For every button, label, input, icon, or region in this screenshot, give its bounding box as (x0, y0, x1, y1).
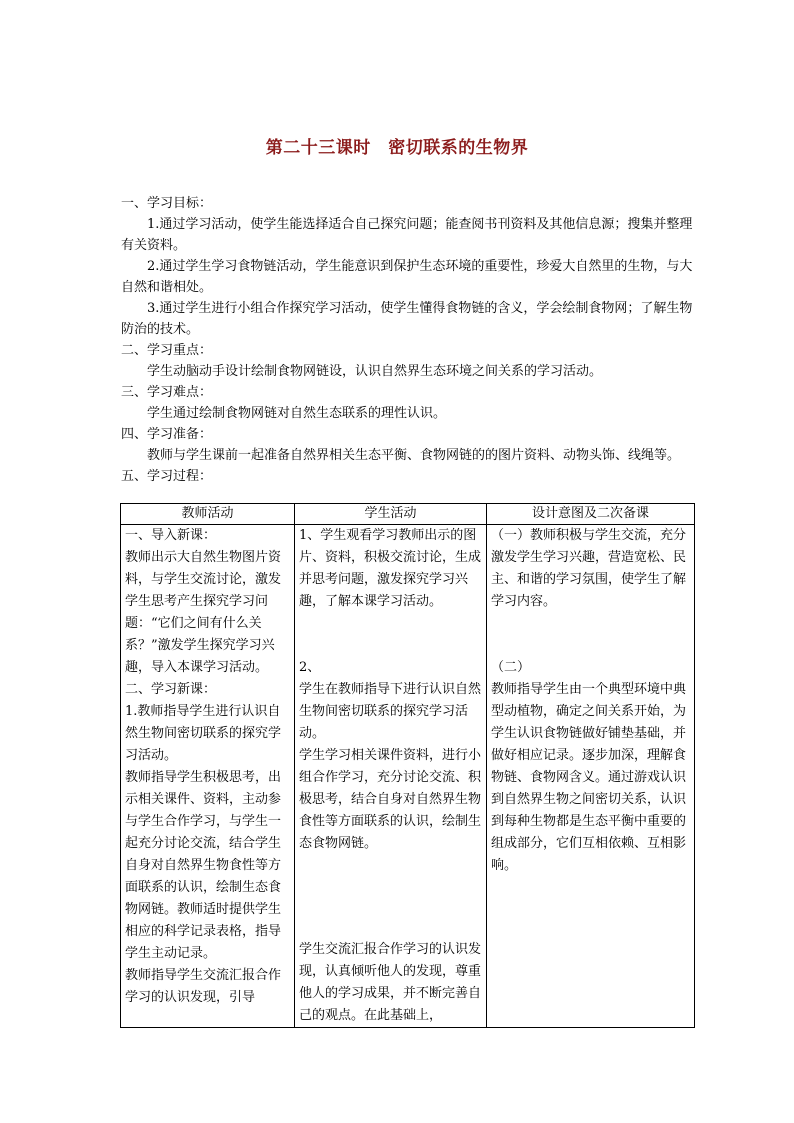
preparation-text: 教师与学生课前一起准备自然界相关生态平衡、食物网链的的图片资料、动物头饰、线绳等。 (147, 448, 681, 463)
page-title: 第二十三课时 密切联系的生物界 (265, 138, 529, 158)
student-line: 1、学生观看学习教师出示的图片、资料，积极交流讨论，生成并思考问题，激发探究学习兴趣，了解本课学习活动。 (299, 528, 482, 609)
table-header-row (121, 504, 695, 525)
teacher-line: 教师指导学生积极思考，出示相关课件、资料，主动参与学生合作学习，与学生一起充分讨论交流，结合学生自身对自然界生物食性等方面联系的认识，绘制生态食物网链。教师适时提供学生相应的科学记录表格，指导学生主动记录。 (125, 770, 282, 961)
design-line: （二） (491, 660, 531, 675)
student-line: 2、 (299, 660, 321, 675)
preparation-heading: 四、学习准备： (121, 427, 213, 442)
difficulties-heading: 三、学习难点： (121, 385, 213, 400)
column-header-student: 学生活动 (295, 504, 487, 525)
key-points-heading: 二、学习重点： (121, 343, 213, 358)
student-line: 学生交流汇报合作学习的认识发现，认真倾听他人的发现，尊重他人的学习成果，并不断完善自己的观点。在此基础上， (299, 942, 482, 1023)
design-line: （一）教师积极与学生交流，充分激发学生学习兴趣，营造宽松、民主、和谐的学习氛围，使学生了解学习内容。 (491, 528, 687, 609)
teacher-activity-cell (121, 525, 295, 1028)
design-intent-cell (487, 525, 695, 1028)
process-table (120, 503, 695, 1028)
objectives-heading: 一、学习目标： (121, 196, 213, 211)
teacher-line: 教师出示大自然生物图片资料，与学生交流讨论，激发学生思考产生探究学习问题：“它们之间有什么关系？”激发学生探究学习兴趣，导入本课学习活动。 (125, 550, 282, 675)
design-line: 教师指导学生由一个典型环境中典型动植物，确定之间关系开始，为学生认识食物链做好铺垫基础，并做好相应记录。逐步加深，理解食物链、食物网含义。通过游戏认识到自然界生物之间密切关系，认识到每种生物都是生态平衡中重要的组成部分，它们互相依赖、互相影响。 (491, 682, 687, 873)
difficulties-text: 学生通过绘制食物网链对自然生态联系的理性认识。 (147, 406, 447, 421)
student-activity-cell (295, 525, 487, 1028)
teacher-line: 二、学习新课： (125, 682, 217, 697)
student-line: 学生学习相关课件资料，进行小组合作学习，充分讨论交流、积极思考，结合自身对自然界生物食性等方面联系的认识，绘制生态食物网链。 (299, 748, 482, 851)
objective-item: 3.通过学生进行小组合作探究学习活动，使学生懂得食物链的含义，学会绘制食物网；了解生物防治的技术。 (121, 301, 693, 337)
student-line: 学生在教师指导下进行认识自然生物间密切联系的探究学习活动。 (299, 682, 482, 741)
key-points-text: 学生动脑动手设计绘制食物网链设，认识自然界生态环境之间关系的学习活动。 (147, 364, 603, 379)
objective-item: 1.通过学习活动，使学生能选择适合自己探究问题；能查阅书刊资料及其他信息源；搜集并整理有关资料。 (121, 217, 693, 253)
column-header-design: 设计意图及二次备课 (487, 504, 695, 525)
table-row (121, 525, 695, 1028)
lesson-body (121, 193, 694, 487)
teacher-line: 一、导入新课： (125, 528, 217, 543)
teacher-line: 1.教师指导学生进行认识自然生物间密切联系的探究学习活动。 (125, 704, 282, 763)
column-header-teacher: 教师活动 (121, 504, 295, 525)
process-heading: 五、学习过程： (121, 469, 213, 484)
teacher-line: 教师指导学生交流汇报合作学习的认识发现，引导 (125, 968, 282, 1005)
objective-item: 2.通过学生学习食物链活动，学生能意识到保护生态环境的重要性，珍爱大自然里的生物，与大自然和谐相处。 (121, 259, 693, 295)
